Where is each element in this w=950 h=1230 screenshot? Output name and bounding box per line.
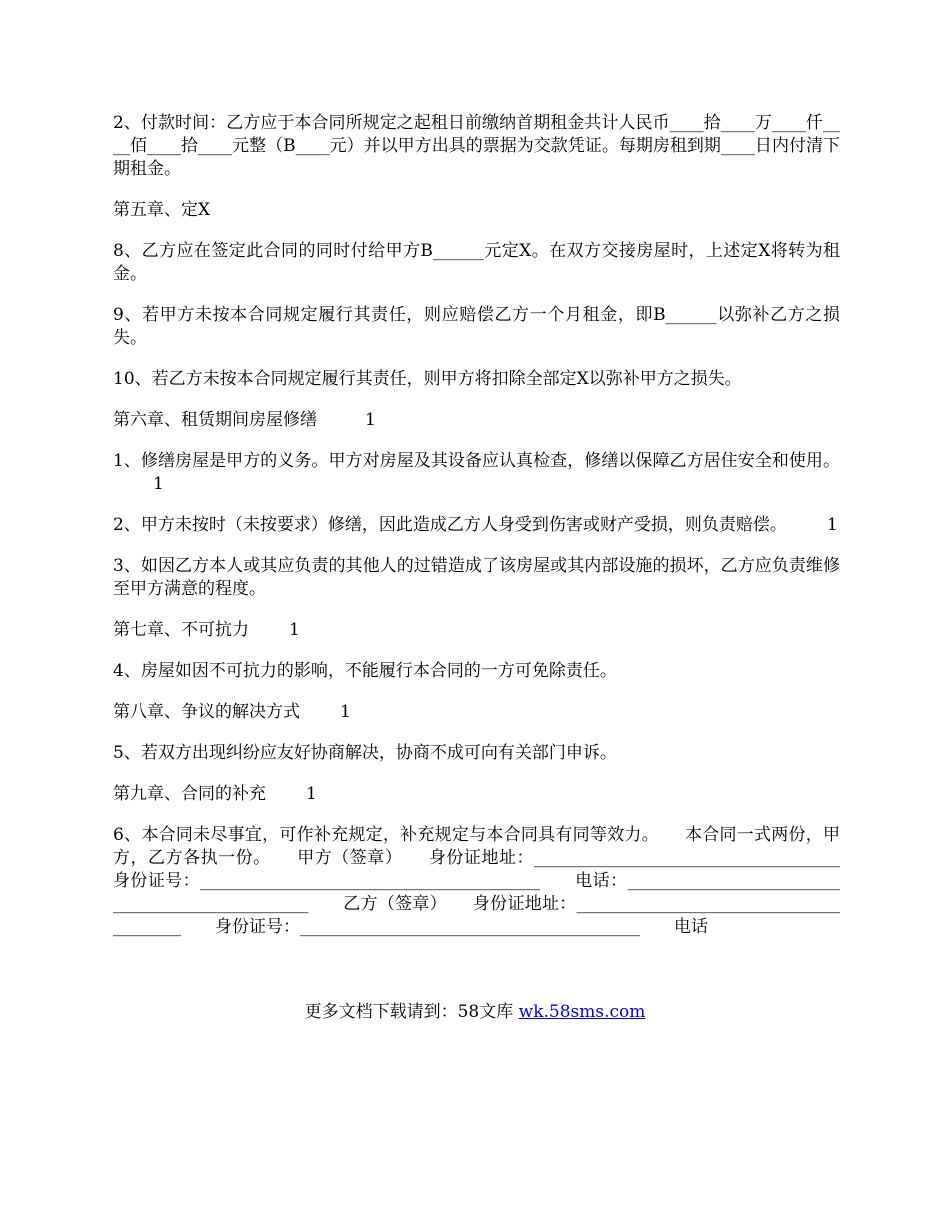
clause-repair-3: 3、如因乙方本人或其应负责的其他人的过错造成了该房屋或其内部设施的损坏，乙方应负责维修至甲方满意的程度。 [113, 556, 840, 599]
page-ref-number: 1 [340, 702, 351, 722]
page-ref-number: 1 [289, 620, 300, 640]
document-body [113, 112, 874, 957]
clause-8: 8、乙方应在签定此合同的同时付给甲方B______元定X。在双方交接房屋时，上述定X将转为租金。 [113, 241, 840, 284]
chapter-6-heading: 第六章、租赁期间房屋修缮 1 [113, 410, 376, 430]
chapter-7-heading: 第七章、不可抗力 1 [113, 620, 300, 640]
clause-force-majeure: 4、房屋如因不可抗力的影响，不能履行本合同的一方可免除责任。 [113, 661, 617, 681]
clause-payment-time: 2、付款时间：乙方应于本合同所规定之起租日前缴纳首期租金共计人民币____拾____万____仟____佰____拾____元整（B____元）并以甲方出具的票据为交款凭证。每期房租到期____日内付清下期租金。 [113, 113, 840, 179]
download-footer [0, 1001, 950, 1024]
footer-link[interactable]: wk.58sms.com [518, 1002, 646, 1022]
page-ref-number: 1 [306, 784, 317, 804]
clause-10: 10、若乙方未按本合同规定履行其责任，则甲方将扣除全部定X以弥补甲方之损失。 [113, 369, 742, 389]
chapter-9-heading: 第九章、合同的补充 1 [113, 784, 317, 804]
clause-dispute: 5、若双方出现纠纷应友好协商解决，协商不成可向有关部门申诉。 [113, 743, 617, 763]
clause-supplement-signatures: 6、本合同未尽事宜，可作补充规定，补充规定与本合同具有同等效力。 本合同一式两份，甲方，乙方各执一份。 甲方（签章） 身份证地址：____________________________________ 身份证号：________________________________________ 电话：________________________________________________ 乙方（签章） 身份证地址：_______________________________________ 身份证号：________________________________________ 电话 [113, 825, 874, 937]
chapter-8-heading: 第八章、争议的解决方式 1 [113, 702, 351, 722]
footer-prefix: 更多文档下载请到：58文库 [304, 1002, 519, 1022]
chapter-5-heading: 第五章、定X [113, 200, 211, 220]
clause-repair-2: 2、甲方未按时（未按要求）修缮，因此造成乙方人身受到伤害或财产受损，则负责赔偿。 1 [113, 515, 838, 535]
page-ref-number: 1 [826, 515, 838, 535]
page-ref-number: 1 [153, 474, 164, 494]
clause-repair-1: 1、修缮房屋是甲方的义务。甲方对房屋及其设备应认真检查，修缮以保障乙方居住安全和使用。1 [113, 451, 840, 494]
page-ref-number: 1 [365, 410, 376, 430]
clause-9: 9、若甲方未按本合同规定履行其责任，则应赔偿乙方一个月租金，即B______以弥补乙方之损失。 [113, 305, 840, 348]
